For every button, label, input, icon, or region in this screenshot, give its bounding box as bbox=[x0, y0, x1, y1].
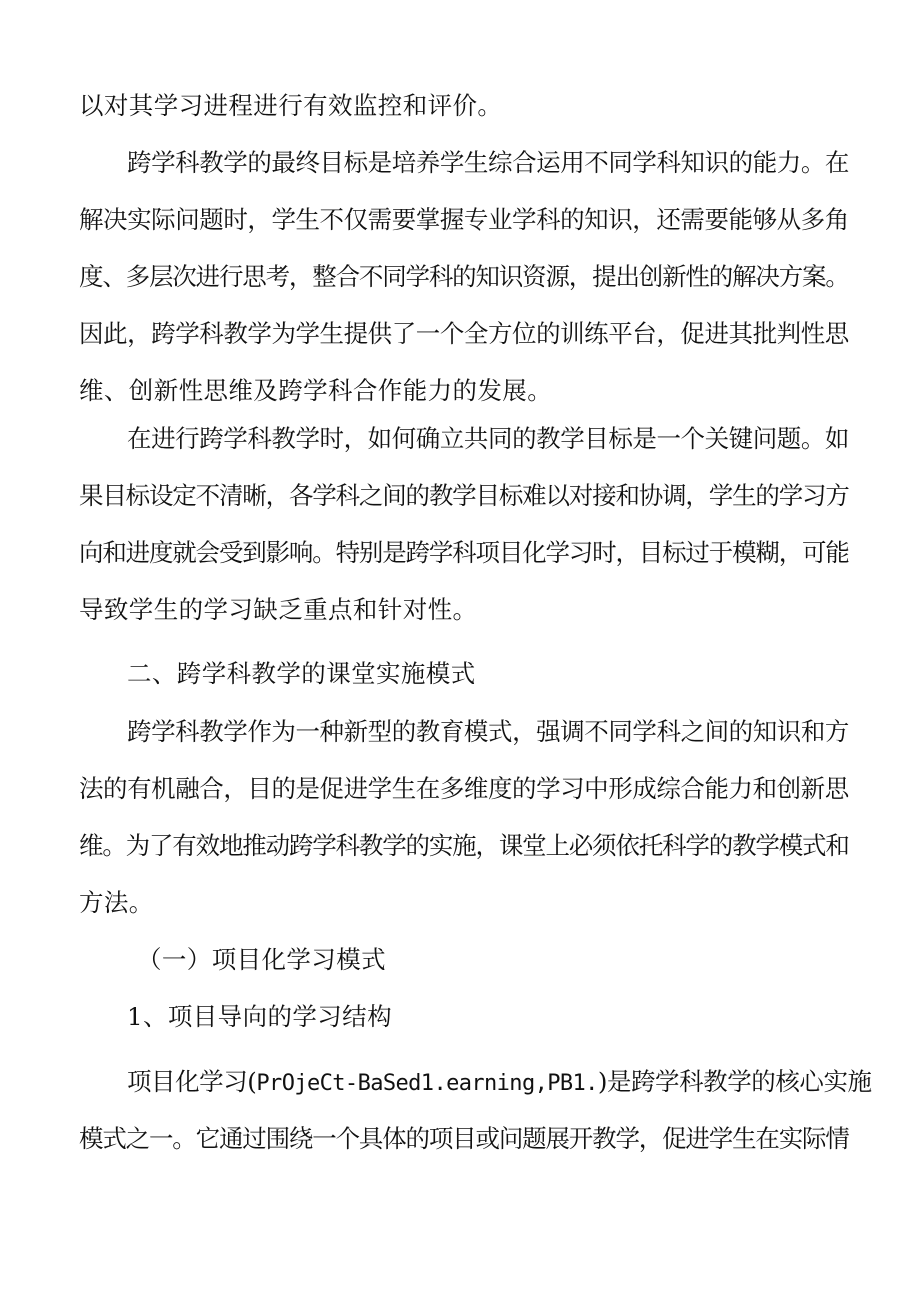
section-heading-2 bbox=[79, 658, 849, 715]
text-line: 度、多层次进行思考，整合不同学科的知识资源，提出创新性的解决方案。 bbox=[79, 262, 849, 291]
text-line: 解决实际问题时，学生不仅需要掌握专业学科的知识，还需要能够从多角 bbox=[79, 205, 849, 234]
text-line: 因此，跨学科教学为学生提供了一个全方位的训练平台，促进其批判性思 bbox=[79, 319, 849, 348]
text-line: 跨学科教学的最终目标是培养学生综合运用不同学科知识的能力。在 bbox=[127, 148, 849, 177]
text-line: 向和进度就会受到影响。特别是跨学科项目化学习时，目标过于模糊，可能 bbox=[79, 538, 849, 567]
text-line: 导致学生的学习缺乏重点和针对性。 bbox=[79, 595, 478, 624]
paragraph-5 bbox=[79, 1066, 872, 1180]
text-line: 法的有机融合，目的是促进学生在多维度的学习中形成综合能力和创新思 bbox=[79, 774, 849, 803]
text-line: 果目标设定不清晰，各学科之间的教学目标难以对接和协调，学生的学习方 bbox=[79, 481, 849, 510]
latin-term: PrOjeCt-BaSed1.earning,PB1. bbox=[256, 1071, 598, 1096]
text-line: 以对其学习进程进行有效监控和评价。 bbox=[79, 91, 503, 120]
text-line: 模式之一。它通过围绕一个具体的项目或问题展开教学，促进学生在实际情 bbox=[79, 1124, 849, 1153]
item-title: 1、项目导向的学习结构 bbox=[127, 1002, 392, 1031]
list-item-heading bbox=[79, 1001, 849, 1058]
text-line: 跨学科教学作为一种新型的教育模式，强调不同学科之间的知识和方 bbox=[127, 717, 849, 746]
subsection-title: （一）项目化学习模式 bbox=[137, 945, 386, 974]
paragraph-3 bbox=[79, 423, 849, 651]
paragraph-1 bbox=[79, 90, 849, 147]
section-title: 二、跨学科教学的课堂实施模式 bbox=[127, 659, 476, 688]
text-line: 维。为了有效地推动跨学科教学的实施，课堂上必须依托科学的教学模式和 bbox=[79, 831, 849, 860]
text-segment: 项目化学习( bbox=[127, 1067, 257, 1096]
text-line bbox=[79, 1066, 872, 1123]
paragraph-2 bbox=[79, 147, 849, 432]
text-segment: )是跨学科教学的核心实施 bbox=[597, 1067, 872, 1096]
paragraph-4 bbox=[79, 716, 849, 944]
text-line: 维、创新性思维及跨学科合作能力的发展。 bbox=[79, 376, 553, 405]
subsection-heading bbox=[79, 944, 849, 1001]
text-line: 在进行跨学科教学时，如何确立共同的教学目标是一个关键问题。如 bbox=[127, 424, 849, 453]
text-line: 方法。 bbox=[79, 888, 154, 917]
